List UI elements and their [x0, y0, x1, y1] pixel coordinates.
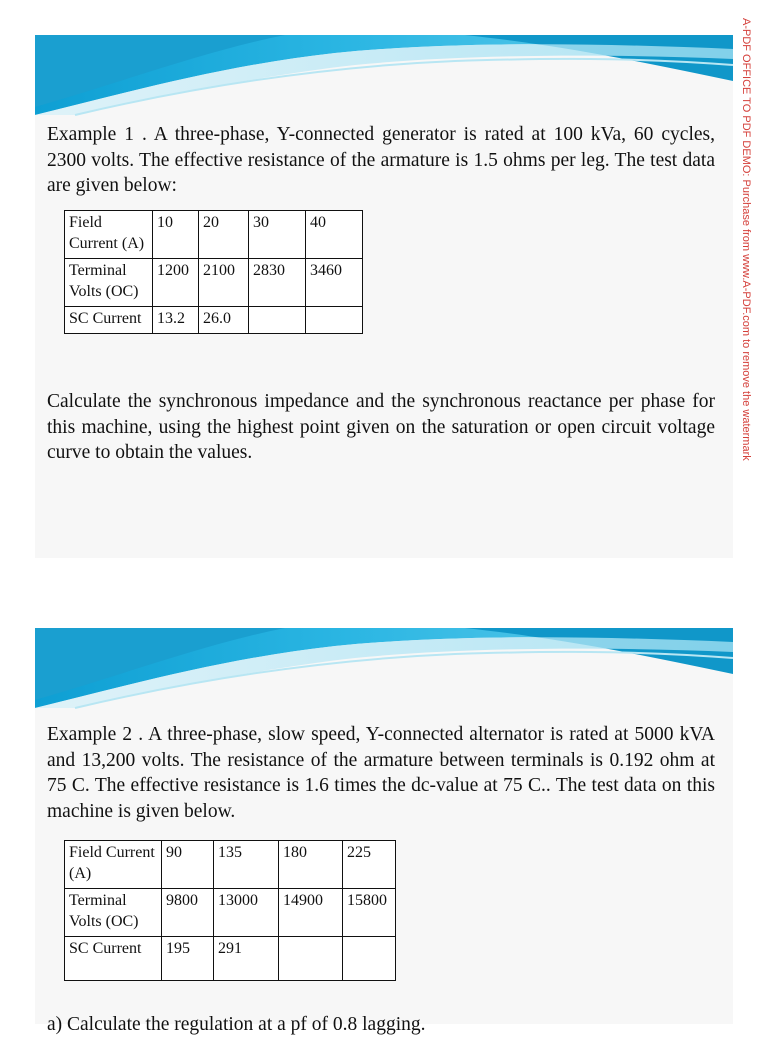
example-1-text: Example 1 . A three-phase, Y-connected generator is rated at 100 kVa, 60 cycles, 2300 volts. The effective resistance of the armature is 1.5 ohms per leg. The test data are given below: [47, 124, 715, 196]
table-row [65, 307, 363, 334]
table-cell: 90 [162, 841, 214, 889]
slide-header-wave [35, 628, 733, 708]
table-cell: 195 [162, 937, 214, 981]
table-cell [249, 307, 306, 334]
table-row [65, 211, 363, 259]
table-cell: 1200 [153, 259, 199, 307]
table-cell: 20 [199, 211, 249, 259]
table-cell: 291 [214, 937, 279, 981]
table-row [65, 889, 396, 937]
table-cell [279, 937, 343, 981]
table-cell [306, 307, 363, 334]
table-cell: 14900 [279, 889, 343, 937]
row-label: Field Current (A) [65, 211, 153, 259]
table-cell: 13000 [214, 889, 279, 937]
demo-watermark: A-PDF OFFICE TO PDF DEMO: Purchase from www.A-PDF.com to remove the watermark [740, 18, 752, 461]
table-cell: 40 [306, 211, 363, 259]
table-row [65, 937, 396, 981]
table-cell: 135 [214, 841, 279, 889]
row-label: Field Current (A) [65, 841, 162, 889]
table-row [65, 259, 363, 307]
row-label: Terminal Volts (OC) [65, 889, 162, 937]
table-cell: 10 [153, 211, 199, 259]
example-2-question-partial: a) Calculate the regulation at a pf of 0.8 lagging. [47, 1014, 426, 1035]
example-2-text: Example 2 . A three-phase, slow speed, Y-connected alternator is rated at 5000 kVA and 13,200 volts. The resistance of the armature between terminals is 0.192 ohm at 75 C. The effective resistance is 1.6 times the dc-value at 75 C.. The test data on this machine is given below. [47, 724, 715, 822]
example-1-question: Calculate the synchronous impedance and the synchronous reactance per phase for this machine, using the highest point given on the saturation or open circuit voltage curve to obtain the values. [47, 391, 715, 463]
table-cell: 13.2 [153, 307, 199, 334]
table-cell: 3460 [306, 259, 363, 307]
example-1-data-table [64, 210, 363, 334]
table-cell: 225 [343, 841, 396, 889]
table-cell: 30 [249, 211, 306, 259]
table-cell: 15800 [343, 889, 396, 937]
example-2-data-table [64, 840, 396, 981]
table-cell: 9800 [162, 889, 214, 937]
row-label: SC Current [65, 307, 153, 334]
table-cell: 180 [279, 841, 343, 889]
table-cell: 2100 [199, 259, 249, 307]
slide-header-wave [35, 35, 733, 115]
slide-example-1 [35, 35, 733, 558]
table-cell: 26.0 [199, 307, 249, 334]
table-row [65, 841, 396, 889]
row-label: SC Current [65, 937, 162, 981]
table-cell: 2830 [249, 259, 306, 307]
row-label: Terminal Volts (OC) [65, 259, 153, 307]
slide-example-2 [35, 628, 733, 1035]
table-cell [343, 937, 396, 981]
